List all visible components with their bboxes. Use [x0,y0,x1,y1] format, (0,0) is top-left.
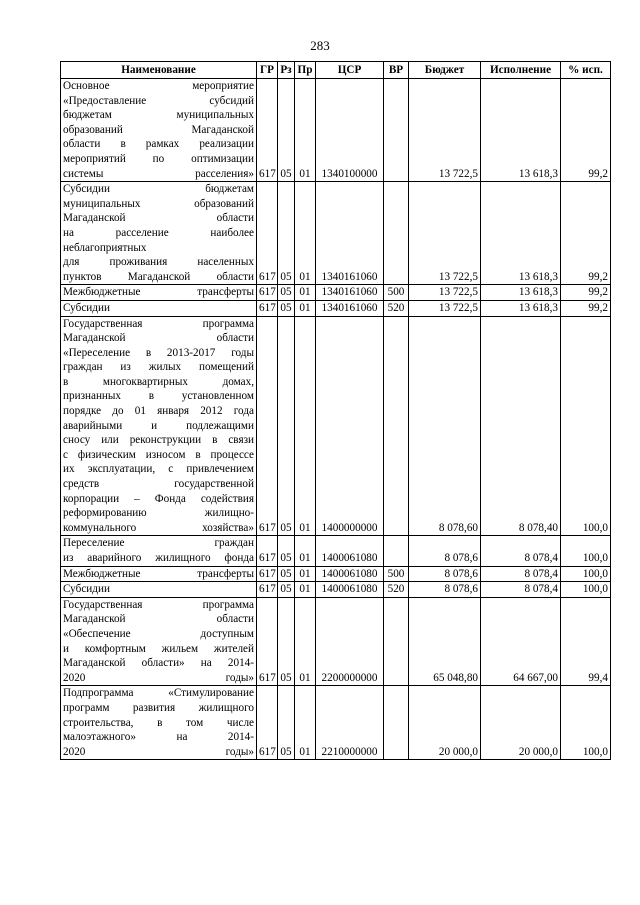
row-name-line: Государственная программа [63,317,254,330]
row-gr: 617 [257,285,278,301]
row-pr: 01 [295,686,316,760]
row-csr: 1400061080 [316,566,384,582]
row-csr: 1340161060 [316,300,384,316]
row-name-line: бюджетам муниципальных [63,109,254,122]
row-gr: 617 [257,300,278,316]
row-rz: 05 [278,285,295,301]
row-pr: 01 [295,566,316,582]
row-gr: 617 [257,316,278,536]
row-name-line: аварийными и подлежащими [63,419,254,432]
row-percent: 99,2 [561,300,611,316]
row-percent: 100,0 [561,566,611,582]
row-name-line: «Предоставление субсидий [63,94,254,107]
row-percent: 100,0 [561,582,611,598]
row-vr [384,686,409,760]
row-rz: 05 [278,316,295,536]
row-csr: 1340161060 [316,285,384,301]
budget-table [60,61,611,760]
row-pr: 01 [295,79,316,182]
row-name-line: системы расселения» [63,167,254,180]
row-rz: 05 [278,686,295,760]
row-name-line: Магаданской области [63,212,254,225]
header-vr: ВР [384,62,409,79]
row-pr: 01 [295,536,316,566]
row-name-line: в многоквартирных домах, [63,375,254,388]
row-vr: 500 [384,285,409,301]
header-pr: Пр [295,62,316,79]
row-name-line: на расселение наиболее [63,226,254,239]
row-pr: 01 [295,182,316,285]
row-name-line: признанных в установленном [63,390,254,403]
row-percent: 99,2 [561,79,611,182]
row-pr: 01 [295,300,316,316]
row-percent: 100,0 [561,536,611,566]
row-execution: 8 078,40 [481,316,561,536]
row-vr [384,597,409,686]
row-pr: 01 [295,285,316,301]
row-csr: 1400061080 [316,582,384,598]
row-budget: 13 722,5 [409,79,481,182]
row-vr [384,182,409,285]
row-name-line: «Переселение в 2013-2017 годы [63,346,254,359]
row-rz: 05 [278,566,295,582]
row-percent: 100,0 [561,686,611,760]
row-csr: 2200000000 [316,597,384,686]
row-percent: 100,0 [561,316,611,536]
row-name [61,300,257,316]
row-rz: 05 [278,597,295,686]
row-budget: 8 078,6 [409,536,481,566]
row-name-line: коммунального хозяйства» [63,521,254,534]
table-body [61,79,611,760]
row-name-line: мероприятий по оптимизации [63,152,254,165]
row-name-line: неблагоприятных [63,241,147,254]
row-rz: 05 [278,79,295,182]
row-csr: 1340100000 [316,79,384,182]
row-execution: 8 078,4 [481,536,561,566]
row-name-line: для проживания населенных [63,256,254,269]
row-name [61,285,257,301]
row-name-line: 2020 годы» [63,671,254,684]
row-budget: 20 000,0 [409,686,481,760]
row-execution: 13 618,3 [481,300,561,316]
row-name [61,316,257,536]
row-name-line: Субсидии бюджетам [63,183,254,196]
row-name-line: Основное мероприятие [63,80,254,92]
page-number: 283 [310,38,330,53]
header-gr: ГР [257,62,278,79]
row-name-line: граждан из жилых помещений [63,361,254,374]
row-name-line: средств государственной [63,478,254,491]
table-row [61,686,611,760]
row-execution: 64 667,00 [481,597,561,686]
row-csr: 1400061080 [316,536,384,566]
row-vr: 520 [384,300,409,316]
header-name: Наименование [61,62,257,79]
row-name-line: Субсидии [63,583,110,596]
header-execution: Исполнение [481,62,561,79]
row-name-line: строительства, в том числе [63,716,254,729]
row-name-line: с физическим износом в процессе [63,448,254,461]
row-budget: 13 722,5 [409,300,481,316]
table-row [61,182,611,285]
row-budget: 13 722,5 [409,285,481,301]
row-name [61,182,257,285]
row-name-line: области в рамках реализации [63,138,254,151]
row-csr: 2210000000 [316,686,384,760]
row-name-line: Магаданской области [63,332,254,345]
row-name-line: Государственная программа [63,598,254,611]
row-vr [384,79,409,182]
row-name-line: Подпрограмма «Стимулирование [63,687,254,700]
row-execution: 20 000,0 [481,686,561,760]
header-percent: % исп. [561,62,611,79]
row-name-line: из аварийного жилищного фонда [63,552,254,564]
row-name [61,536,257,566]
row-name-line: Субсидии [63,301,110,314]
row-budget: 8 078,6 [409,582,481,598]
header-rz: Рз [278,62,295,79]
row-rz: 05 [278,582,295,598]
row-vr [384,316,409,536]
row-name [61,582,257,598]
row-gr: 617 [257,536,278,566]
row-gr: 617 [257,686,278,760]
row-name [61,597,257,686]
table-row [61,79,611,182]
row-name-line: порядке до 01 января 2012 года [63,405,254,418]
row-name-line: корпорации – Фонда содействия [63,492,254,505]
row-percent: 99,4 [561,597,611,686]
row-name-line: пунктов Магаданской области [63,270,254,283]
row-name-line: их эксплуатации, с привлечением [63,463,254,476]
row-name-line: и комфортным жильем жителей [63,642,254,655]
row-pr: 01 [295,582,316,598]
row-rz: 05 [278,300,295,316]
row-name [61,79,257,182]
row-rz: 05 [278,536,295,566]
row-execution: 13 618,3 [481,285,561,301]
row-gr: 617 [257,182,278,285]
row-name-line: муниципальных образований [63,197,254,210]
row-budget: 65 048,80 [409,597,481,686]
row-name-line: Межбюджетные трансферты [63,567,254,580]
row-execution: 8 078,4 [481,582,561,598]
row-name-line: сносу или реконструкции в связи [63,434,254,447]
row-vr [384,536,409,566]
table-row [61,316,611,536]
row-pr: 01 [295,316,316,536]
row-pr: 01 [295,597,316,686]
row-name-line: образований Магаданской [63,123,254,136]
row-gr: 617 [257,79,278,182]
row-name-line: 2020 годы» [63,745,254,758]
row-name-line: малоэтажного» на 2014- [63,731,254,744]
row-csr: 1400000000 [316,316,384,536]
row-execution: 8 078,4 [481,566,561,582]
row-vr: 520 [384,582,409,598]
row-name [61,686,257,760]
row-name-line: программ развития жилищного [63,701,254,714]
row-name-line: реформированию жилищно- [63,507,254,520]
row-vr: 500 [384,566,409,582]
header-row [61,62,611,79]
table-row [61,300,611,316]
row-percent: 99,2 [561,285,611,301]
row-name-line: «Обеспечение доступным [63,627,254,640]
row-budget: 13 722,5 [409,182,481,285]
header-budget: Бюджет [409,62,481,79]
row-gr: 617 [257,582,278,598]
row-name-line: Межбюджетные трансферты [63,286,254,299]
row-gr: 617 [257,566,278,582]
row-name-line: Переселение граждан [63,537,254,550]
row-rz: 05 [278,182,295,285]
table-row [61,536,611,566]
table-row [61,285,611,301]
row-name [61,566,257,582]
row-csr: 1340161060 [316,182,384,285]
row-gr: 617 [257,597,278,686]
row-name-line: Магаданской области [63,613,254,626]
table-row [61,566,611,582]
header-csr: ЦСР [316,62,384,79]
row-budget: 8 078,60 [409,316,481,536]
row-percent: 99,2 [561,182,611,285]
table-row [61,597,611,686]
table-row [61,582,611,598]
row-budget: 8 078,6 [409,566,481,582]
row-execution: 13 618,3 [481,182,561,285]
row-execution: 13 618,3 [481,79,561,182]
row-name-line: Магаданской области» на 2014- [63,657,254,670]
